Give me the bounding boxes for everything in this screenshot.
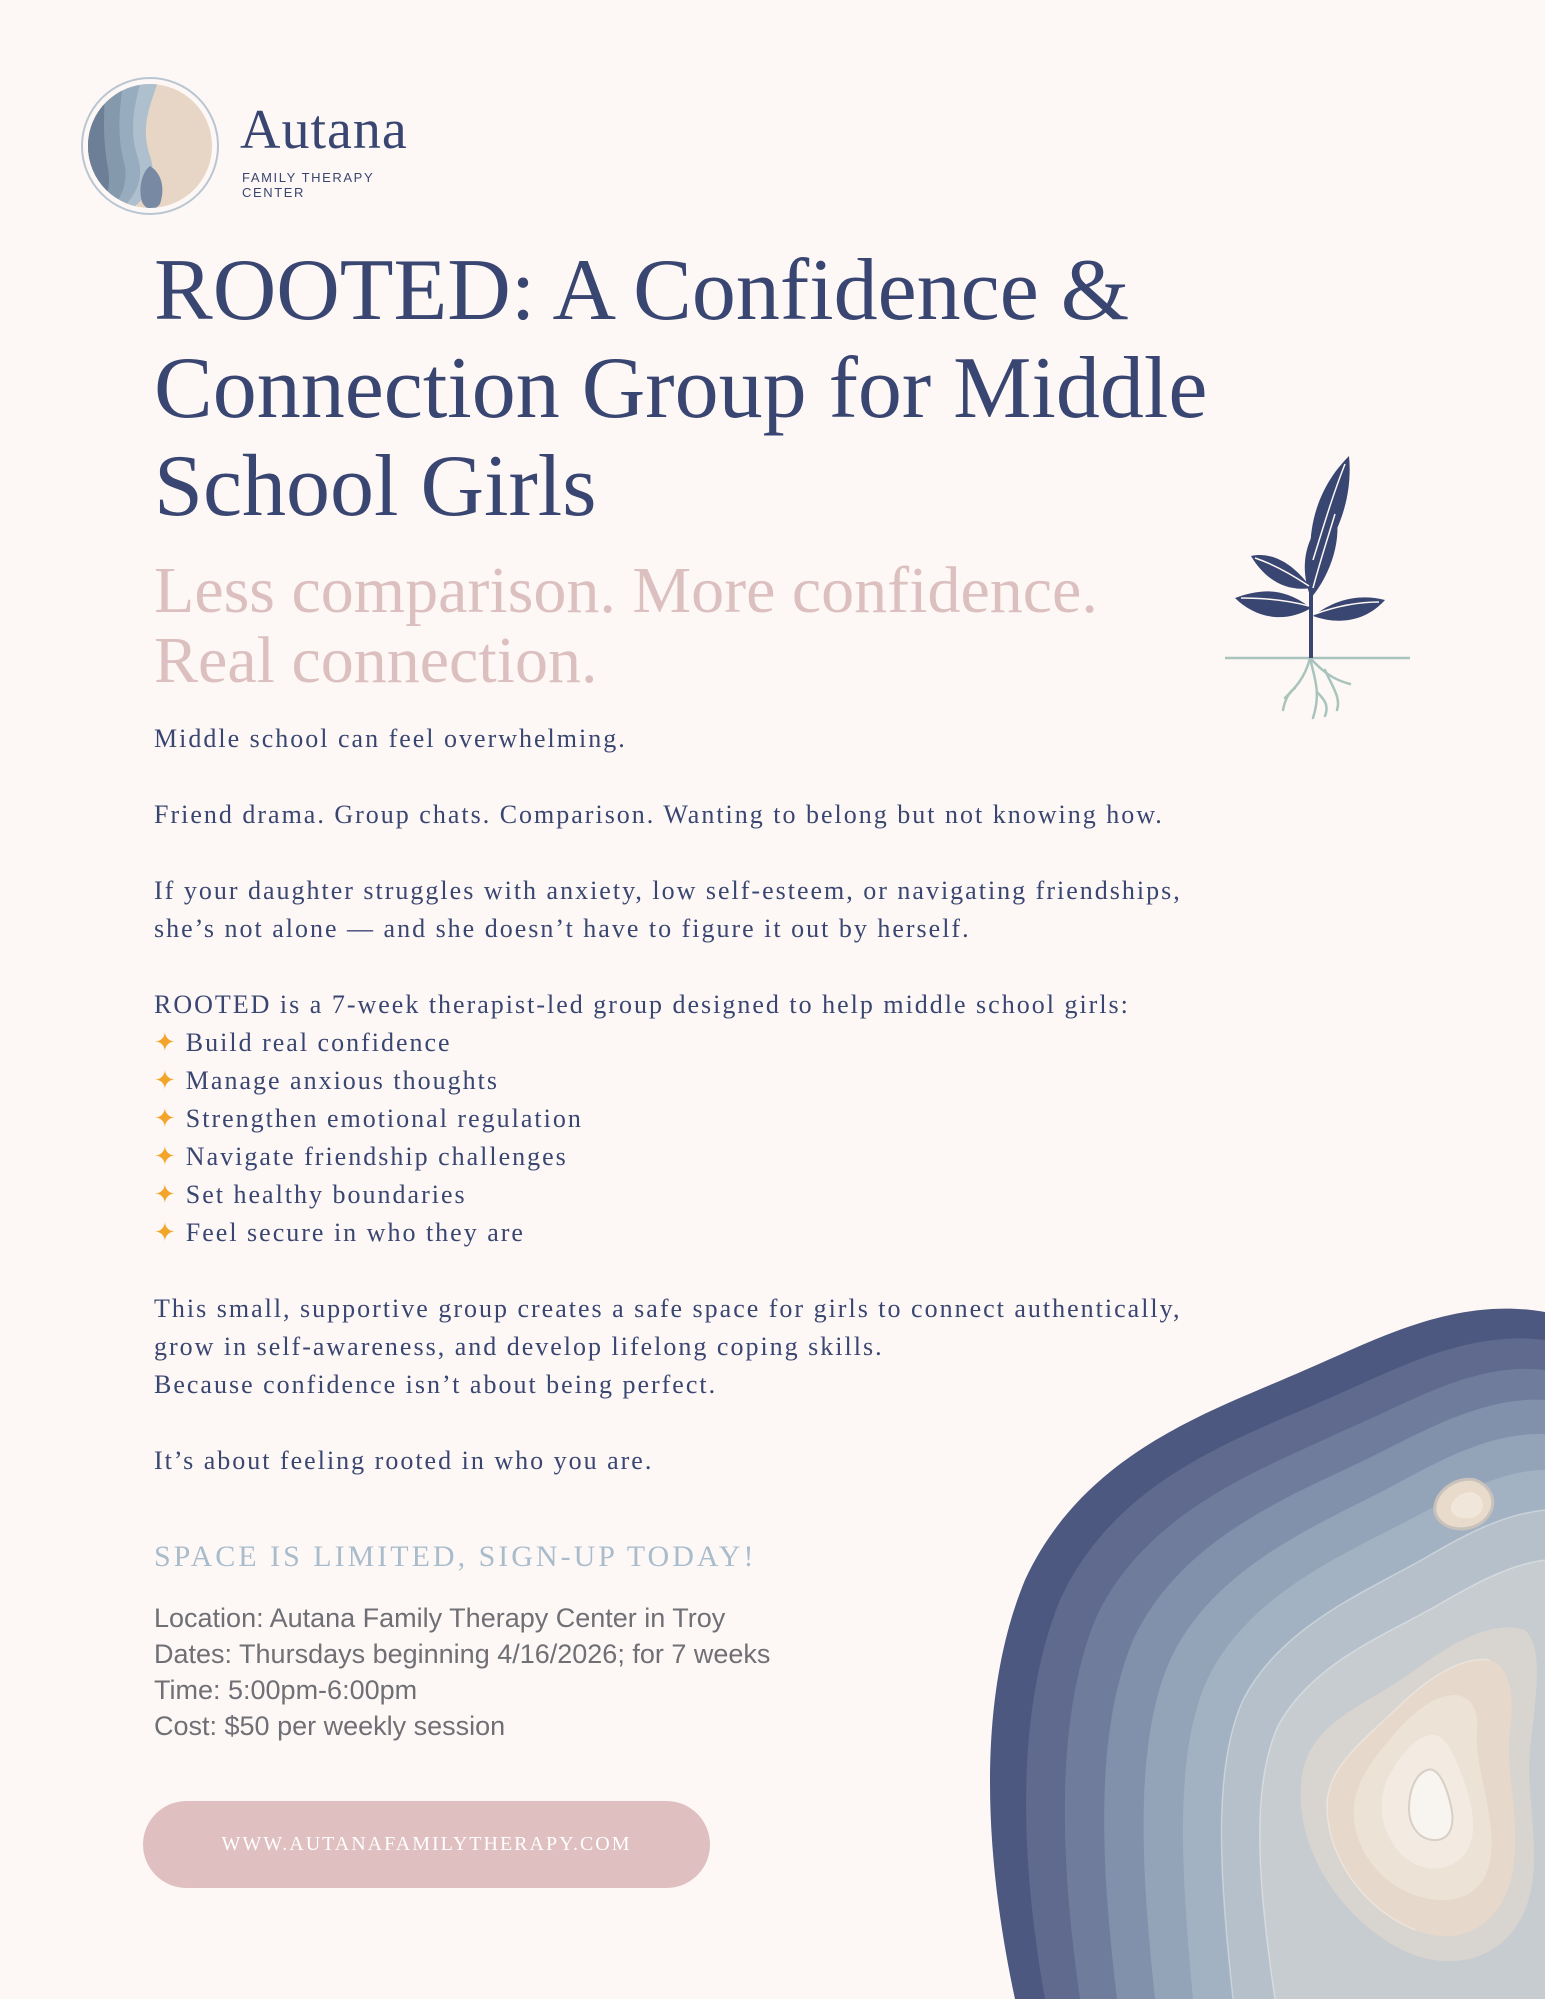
website-button[interactable]: WWW.AUTANAFAMILYTHERAPY.COM (143, 1801, 710, 1888)
sparkles-icon: ✦ (154, 1142, 176, 1172)
sparkles-icon: ✦ (154, 1180, 176, 1210)
detail-time: Time: 5:00pm-6:00pm (154, 1675, 418, 1705)
cta-heading: SPACE IS LIMITED, SIGN-UP TODAY! (154, 1540, 757, 1573)
sparkles-icon: ✦ (154, 1218, 176, 1248)
closing-line-1: This small, supportive group creates a safe space for girls to connect authentically, (154, 1294, 1182, 1323)
closing-line-2: grow in self-awareness, and develop lifelong coping skills. (154, 1332, 884, 1361)
sparkles-icon: ✦ (154, 1104, 176, 1134)
tagline-line-1: Less comparison. More confidence. (154, 554, 1098, 627)
tagline-line-2: Real connection. (154, 624, 598, 697)
intro-paragraph-3-line-1: If your daughter struggles with anxiety, low self-esteem, or navigating friendships, (154, 876, 1182, 905)
sparkles-icon: ✦ (154, 1066, 176, 1096)
topographic-art (985, 1300, 1545, 1999)
list-item: ✦ Build real confidence (154, 1024, 1394, 1062)
intro-paragraph-1: Middle school can feel overwhelming. (154, 724, 627, 753)
list-item: ✦ Navigate friendship challenges (154, 1138, 1394, 1176)
tagline (154, 556, 1204, 696)
detail-location: Location: Autana Family Therapy Center in Troy (154, 1603, 726, 1633)
logo-subtitle: FAMILY THERAPY CENTER (242, 170, 374, 200)
sprout-icon (1225, 448, 1410, 728)
event-details (154, 1600, 770, 1744)
intro-paragraph-2: Friend drama. Group chats. Comparison. Wanting to belong but not knowing how. (154, 800, 1164, 829)
detail-dates: Dates: Thursdays beginning 4/16/2026; for 7 weeks (154, 1639, 771, 1669)
page-title: ROOTED: A Confidence & Connection Group for Middle School Girls (154, 242, 1208, 535)
logo-mark-icon (80, 76, 220, 216)
intro-paragraph-4: ROOTED is a 7-week therapist-led group designed to help middle school girls: (154, 990, 1130, 1019)
list-item: ✦ Feel secure in who they are (154, 1214, 1394, 1252)
goals-list (154, 1024, 1394, 1252)
list-item: ✦ Set healthy boundaries (154, 1176, 1394, 1214)
intro-paragraph-3-line-2: she’s not alone — and she doesn’t have to figure it out by herself. (154, 914, 971, 943)
sparkles-icon: ✦ (154, 1028, 176, 1058)
closing-line-3: Because confidence isn’t about being perfect. (154, 1370, 718, 1399)
logo (80, 76, 440, 216)
closing-line-4: It’s about feeling rooted in who you are. (154, 1446, 654, 1475)
logo-name: Autana (240, 99, 408, 161)
list-item: ✦ Strengthen emotional regulation (154, 1100, 1394, 1138)
detail-cost: Cost: $50 per weekly session (154, 1711, 506, 1741)
list-item: ✦ Manage anxious thoughts (154, 1062, 1394, 1100)
